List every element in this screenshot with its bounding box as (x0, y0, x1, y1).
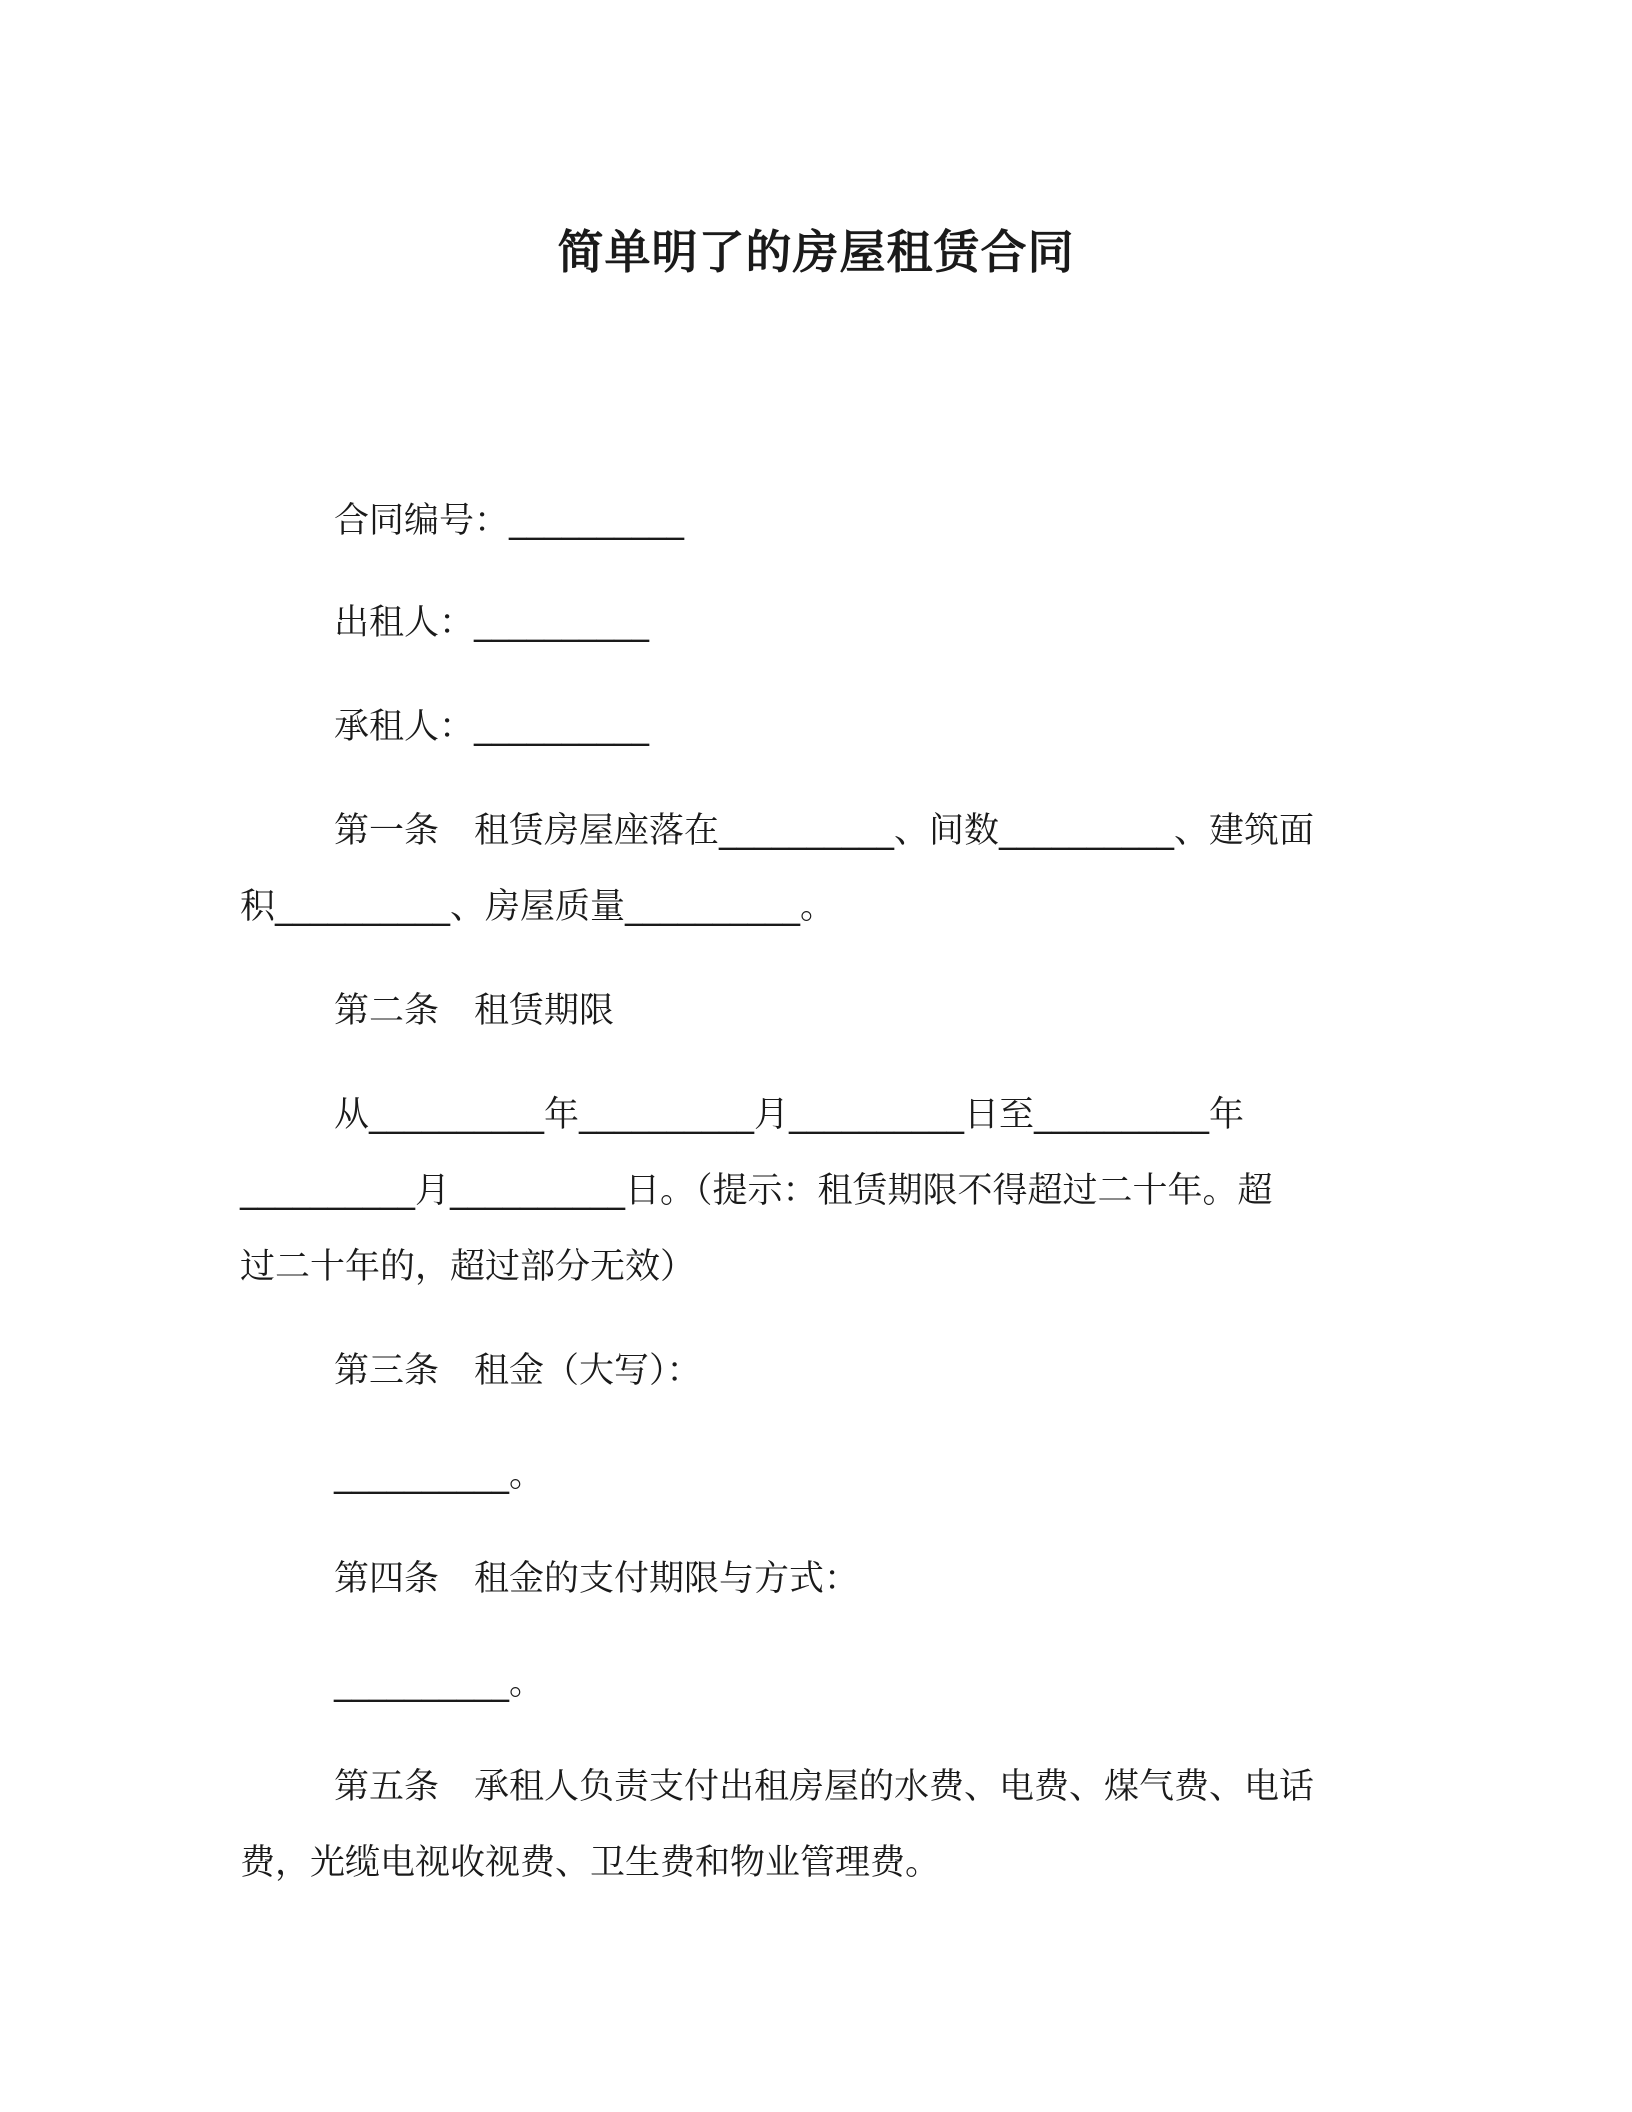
article-2-line-3: 过二十年的，超过部分无效） (240, 1247, 696, 1287)
lessee-line: 承租人：__________ (334, 707, 650, 747)
article-3-title: 第三条 租金（大写）： (334, 1351, 702, 1391)
document-title: 简单明了的房屋租赁合同 (557, 225, 1075, 279)
contract-number-line: 合同编号：__________ (334, 501, 685, 541)
article-4-blank: __________。 (334, 1663, 545, 1703)
article-4-title: 第四条 租金的支付期限与方式： (334, 1559, 860, 1599)
article-5-line-2: 费，光缆电视收视费、卫生费和物业管理费。 (240, 1843, 941, 1883)
article-2-title: 第二条 租赁期限 (334, 991, 615, 1031)
article-1-line-2: 积__________、房屋质量__________。 (240, 887, 836, 927)
article-2-line-1: 从__________年__________月__________日至__________年 (334, 1095, 1245, 1135)
lessor-line: 出租人：__________ (334, 603, 650, 643)
article-2-line-2: __________月__________日。（提示：租赁期限不得超过二十年。超 (240, 1171, 1273, 1211)
article-3-blank: __________。 (334, 1455, 545, 1495)
article-1-line-1: 第一条 租赁房屋座落在__________、间数__________、建筑面 (334, 811, 1315, 851)
article-5-line-1: 第五条 承租人负责支付出租房屋的水费、电费、煤气费、电话 (334, 1767, 1315, 1807)
